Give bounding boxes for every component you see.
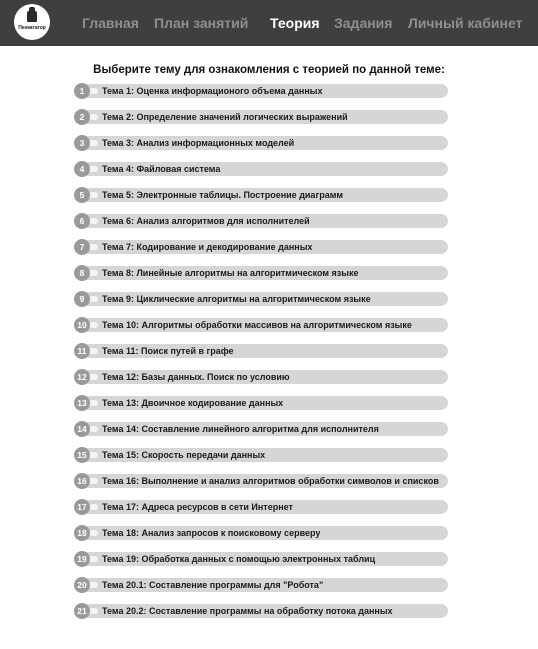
topic-item[interactable] — [74, 603, 448, 619]
topic-number-badge: 17 — [74, 499, 90, 515]
topic-number-badge: 2 — [74, 109, 90, 125]
topic-label: Тема 16: Выполнение и анализ алгоритмов обработки символов и списков — [102, 476, 439, 486]
topic-item[interactable] — [74, 551, 448, 567]
topic-number-badge: 14 — [74, 421, 90, 437]
topic-label: Тема 13: Двоичное кодирование данных — [102, 398, 284, 408]
topic-label: Тема 3: Анализ информационных моделей — [102, 138, 295, 148]
topic-item[interactable] — [74, 291, 448, 307]
topic-label: Тема 9: Циклические алгоритмы на алгоритмическом языке — [102, 294, 371, 304]
top-navbar — [0, 0, 538, 46]
logo-icon — [27, 11, 37, 22]
topic-item[interactable] — [74, 213, 448, 229]
topic-item[interactable] — [74, 395, 448, 411]
topic-label: Тема 19: Обработка данных с помощью электронных таблиц — [102, 554, 376, 564]
topic-number-badge: 15 — [74, 447, 90, 463]
topic-item[interactable] — [74, 135, 448, 151]
nav-account[interactable]: Личный кабинет — [408, 15, 523, 31]
topic-item[interactable] — [74, 525, 448, 541]
topic-number-badge: 12 — [74, 369, 90, 385]
topic-item[interactable] — [74, 343, 448, 359]
nav-lesson-plan[interactable]: План занятий — [154, 15, 249, 31]
topic-number-badge: 6 — [74, 213, 90, 229]
topic-number-badge: 21 — [74, 603, 90, 619]
topic-label: Тема 1: Оценка информационого объема данных — [102, 86, 323, 96]
logo-text: Пенкататор — [18, 25, 46, 31]
topic-item[interactable] — [74, 239, 448, 255]
topic-label: Тема 12: Базы данных. Поиск по условию — [102, 372, 290, 382]
topic-label: Тема 4: Файловая система — [102, 164, 221, 174]
topic-number-badge: 3 — [74, 135, 90, 151]
topic-label: Тема 20.1: Составление программы для "Робота" — [102, 580, 324, 590]
topic-label: Тема 7: Кодирование и декодирование данных — [102, 242, 313, 252]
topic-label: Тема 11: Поиск путей в графе — [102, 346, 234, 356]
topic-item[interactable] — [74, 577, 448, 593]
topic-label: Тема 15: Скорость передачи данных — [102, 450, 266, 460]
topic-number-badge: 5 — [74, 187, 90, 203]
page-heading: Выберите тему для ознакомления с теорией по данной теме: — [93, 64, 445, 76]
topic-number-badge: 10 — [74, 317, 90, 333]
topic-number-badge: 11 — [74, 343, 90, 359]
nav-home[interactable]: Главная — [82, 15, 139, 31]
topic-item[interactable] — [74, 421, 448, 437]
topic-number-badge: 13 — [74, 395, 90, 411]
topic-label: Тема 14: Составление линейного алгоритма для исполнителя — [102, 424, 379, 434]
topic-label: Тема 17: Адреса ресурсов в сети Интернет — [102, 502, 293, 512]
topic-item[interactable] — [74, 317, 448, 333]
topic-label: Тема 8: Линейные алгоритмы на алгоритмическом языке — [102, 268, 359, 278]
topic-number-badge: 19 — [74, 551, 90, 567]
topic-number-badge: 7 — [74, 239, 90, 255]
topic-item[interactable] — [74, 265, 448, 281]
topic-label: Тема 18: Анализ запросов к поисковому серверу — [102, 528, 321, 538]
topic-label: Тема 5: Электронные таблицы. Построение диаграмм — [102, 190, 344, 200]
topic-number-badge: 20 — [74, 577, 90, 593]
topic-item[interactable] — [74, 499, 448, 515]
topic-label: Тема 2: Определение значений логических выражений — [102, 112, 348, 122]
site-logo[interactable] — [14, 4, 50, 40]
topic-number-badge: 1 — [74, 83, 90, 99]
topic-number-badge: 4 — [74, 161, 90, 177]
topic-number-badge: 9 — [74, 291, 90, 307]
nav-tasks[interactable]: Задания — [334, 15, 393, 31]
nav-theory[interactable]: Теория — [270, 15, 320, 31]
topic-item[interactable] — [74, 447, 448, 463]
topic-item[interactable] — [74, 109, 448, 125]
topic-number-badge: 16 — [74, 473, 90, 489]
topic-item[interactable] — [74, 369, 448, 385]
topic-item[interactable] — [74, 187, 448, 203]
topic-number-badge: 18 — [74, 525, 90, 541]
topic-item[interactable] — [74, 473, 448, 489]
topic-number-badge: 8 — [74, 265, 90, 281]
topic-label: Тема 20.2: Составление программы на обработку потока данных — [102, 606, 393, 616]
topic-item[interactable] — [74, 83, 448, 99]
topic-label: Тема 6: Анализ алгоритмов для исполнителей — [102, 216, 310, 226]
topic-item[interactable] — [74, 161, 448, 177]
topic-label: Тема 10: Алгоритмы обработки массивов на алгоритмическом языке — [102, 320, 412, 330]
